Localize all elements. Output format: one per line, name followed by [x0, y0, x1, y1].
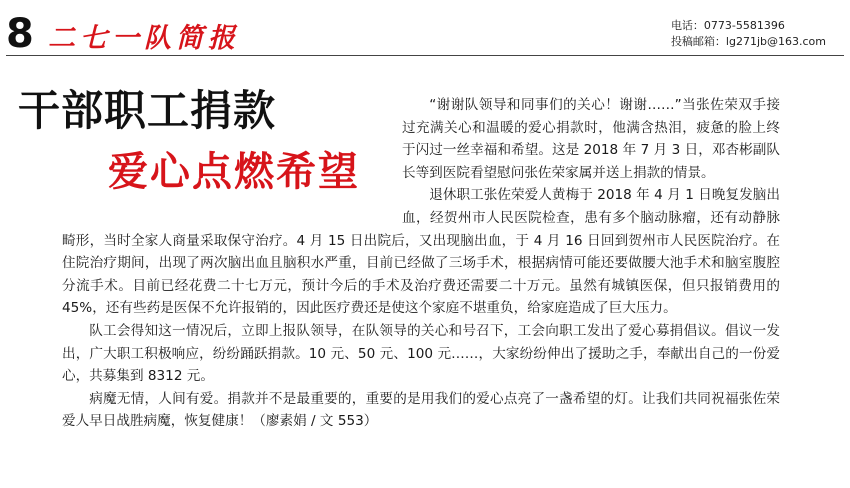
article-paragraph: 退休职工张佐荣爱人黄梅于 2018 年 4 月 1 日晚复发脑出血，经贺州市人民医院检查，患有多个脑动脉瘤，还有动静脉畸形，当时全家人商量采取保守治疗。4 月 15 日出院后，又出现脑出血，于 4 月 16 日回到贺州市人民医院治疗。在住院治疗期间，出现了两次脑出血且脑积水严重，目前已经做了三场手术，根据病情可能还要做腰大池手术和脑室腹腔分流手术。目前已经花费二十七万元，预计今后的手术及治疗费还需要二十万元。虽然有城镇医保，但只报销费用的 45%，还有些药是医保不允许报销的，因此医疗费还是使这个家庭不堪重负，给家庭造成了巨大压力。: [62, 187, 780, 317]
headline-space: [62, 94, 402, 207]
contact-info: [671, 18, 826, 50]
newspaper-title: 二七一队简报: [48, 23, 240, 54]
contact-email: 投稿邮箱：lg271jb@163.com: [670, 35, 826, 48]
article-body: [62, 94, 780, 433]
article-paragraph: 病魔无情，人间有爱。捐款并不是最重要的，重要的是用我们的爱心点亮了一盏希望的灯。让我们共同祝福张佐荣爱人早日战胜病魔，恢复健康！（廖素娟 / 文 553）: [62, 390, 780, 430]
article-subheadline: 爱心点燃希望: [108, 149, 360, 195]
masthead-divider: [6, 55, 844, 56]
page-number: 8: [6, 11, 34, 57]
article-paragraph: 队工会得知这一情况后，立即上报队领导，在队领导的关心和号召下，工会向职工发出了爱心募捐倡议。倡议一发出，广大职工积极响应，纷纷踊跃捐款。10 元、50 元、100 元……，大家纷纷伸出了援助之手，奉献出自己的一份爱心，共募集到 8312 元。: [62, 322, 780, 385]
contact-phone: 电话：0773-5581396: [670, 19, 785, 32]
article-paragraph: “谢谢队领导和同事们的关心！谢谢……”当张佐荣双手接过充满关心和温暖的爱心捐款时，他满含热泪，疲惫的脸上终于闪过一丝幸福和希望。这是 2018 年 7 月 3 日，邓杏彬副队长等到医院看望慰问张佐荣家属并送上捐款的情景。: [402, 97, 780, 181]
masthead: [0, 0, 850, 62]
article-headline: 干部职工捐款: [18, 86, 277, 135]
